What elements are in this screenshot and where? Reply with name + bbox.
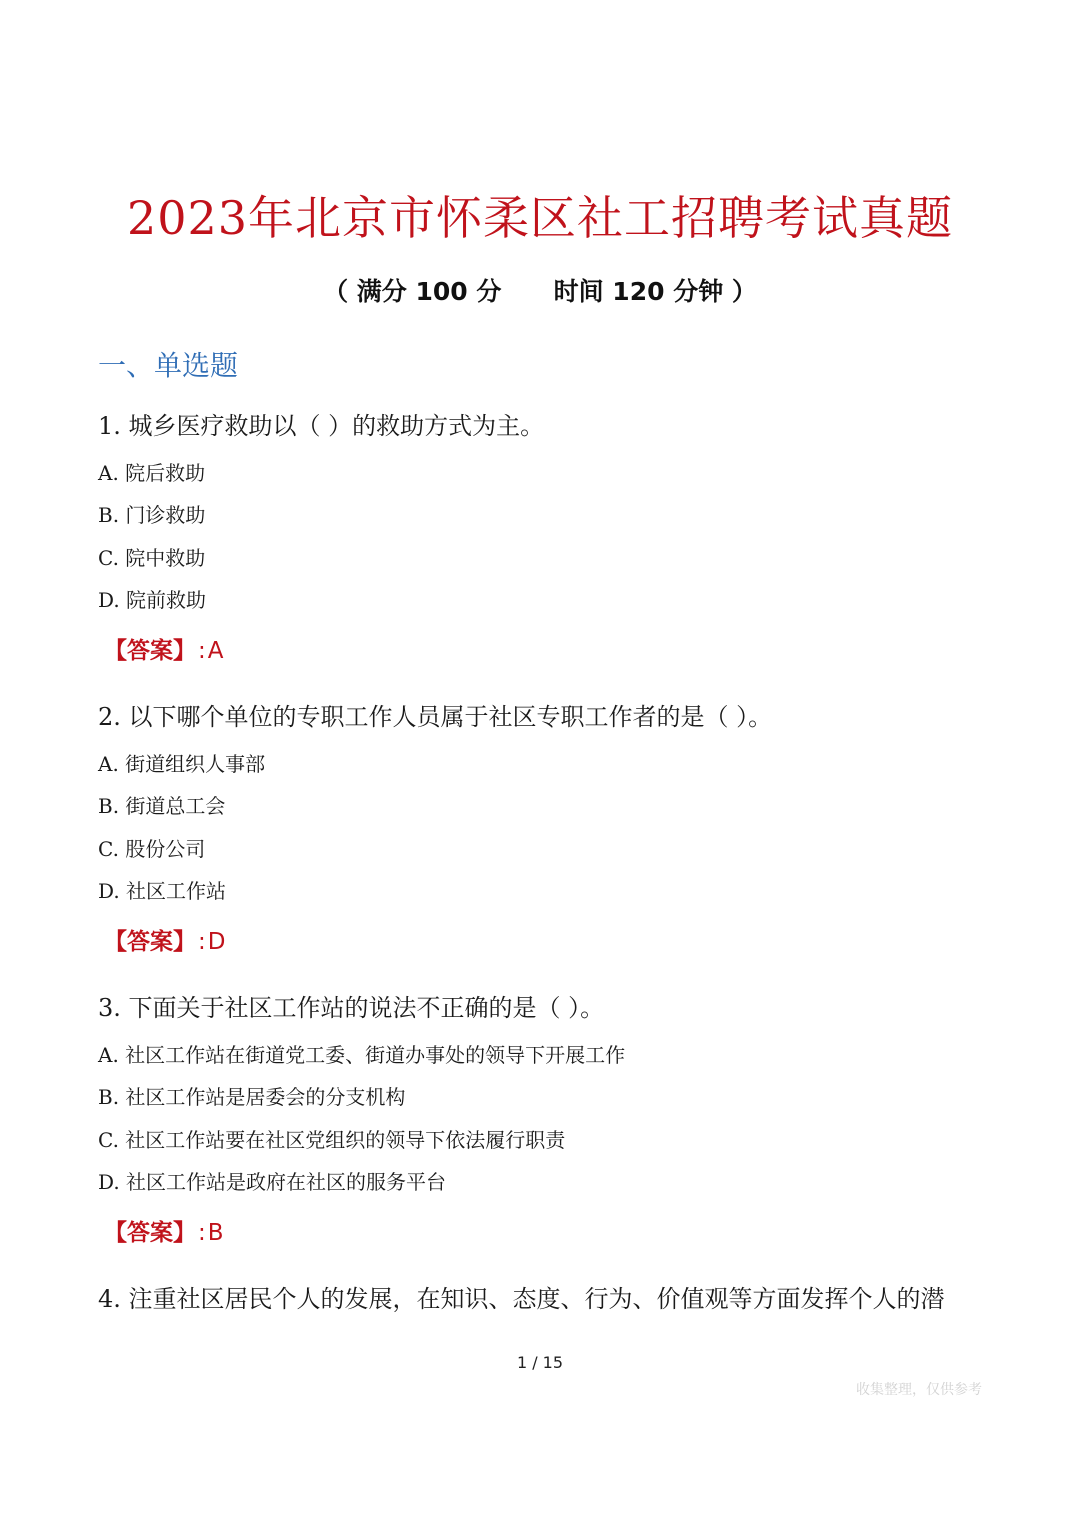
- question-1-option-b: B. 门诊救助: [98, 503, 206, 527]
- answer-value: B: [207, 1220, 224, 1246]
- question-1-option-d: D. 院前救助: [98, 588, 207, 612]
- watermark: 收集整理，仅供参考: [856, 1382, 982, 1398]
- question-2-option-d: D. 社区工作站: [98, 879, 227, 903]
- answer-separator: :: [198, 638, 206, 664]
- answer-value: D: [207, 929, 226, 955]
- answer-value: A: [207, 638, 224, 664]
- question-2-option-c: C. 股份公司: [98, 837, 206, 861]
- question-3-option-c: C. 社区工作站要在社区党组织的领导下依法履行职责: [98, 1128, 566, 1152]
- question-2-option-b: B. 街道总工会: [98, 794, 226, 818]
- exam-subtitle: （ 满分 100 分 时间 120 分钟 ）: [323, 277, 757, 306]
- answer-separator: :: [198, 1220, 206, 1246]
- answer-label: 【答案】: [104, 638, 196, 664]
- question-3-option-b: B. 社区工作站是居委会的分支机构: [98, 1085, 406, 1109]
- question-3-option-d: D. 社区工作站是政府在社区的服务平台: [98, 1170, 447, 1194]
- question-2-answer: [104, 925, 225, 959]
- question-3-answer: [104, 1216, 224, 1250]
- question-3-option-a: A. 社区工作站在街道党工委、街道办事处的领导下开展工作: [98, 1043, 626, 1067]
- answer-label: 【答案】: [104, 929, 196, 955]
- page-number: 1 / 15: [516, 1353, 564, 1372]
- question-1-answer: [104, 634, 223, 668]
- question-1-option-a: A. 院后救助: [98, 461, 206, 485]
- question-1-option-c: C. 院中救助: [98, 546, 206, 570]
- section-heading: 一、单选题: [98, 349, 239, 382]
- question-1: 1. 城乡医疗救助以（ ）的救助方式为主。: [98, 412, 545, 440]
- question-2: 2. 以下哪个单位的专职工作人员属于社区专职工作者的是（ ）。: [98, 703, 773, 731]
- answer-separator: :: [198, 929, 206, 955]
- exam-title: 2023年北京市怀柔区社工招聘考试真题: [126, 191, 954, 245]
- question-3: 3. 下面关于社区工作站的说法不正确的是（ ）。: [98, 994, 605, 1022]
- question-4: 4. 注重社区居民个人的发展，在知识、态度、行为、价值观等方面发挥个人的潜: [98, 1285, 945, 1313]
- answer-label: 【答案】: [104, 1220, 196, 1246]
- question-2-option-a: A. 街道组织人事部: [98, 752, 266, 776]
